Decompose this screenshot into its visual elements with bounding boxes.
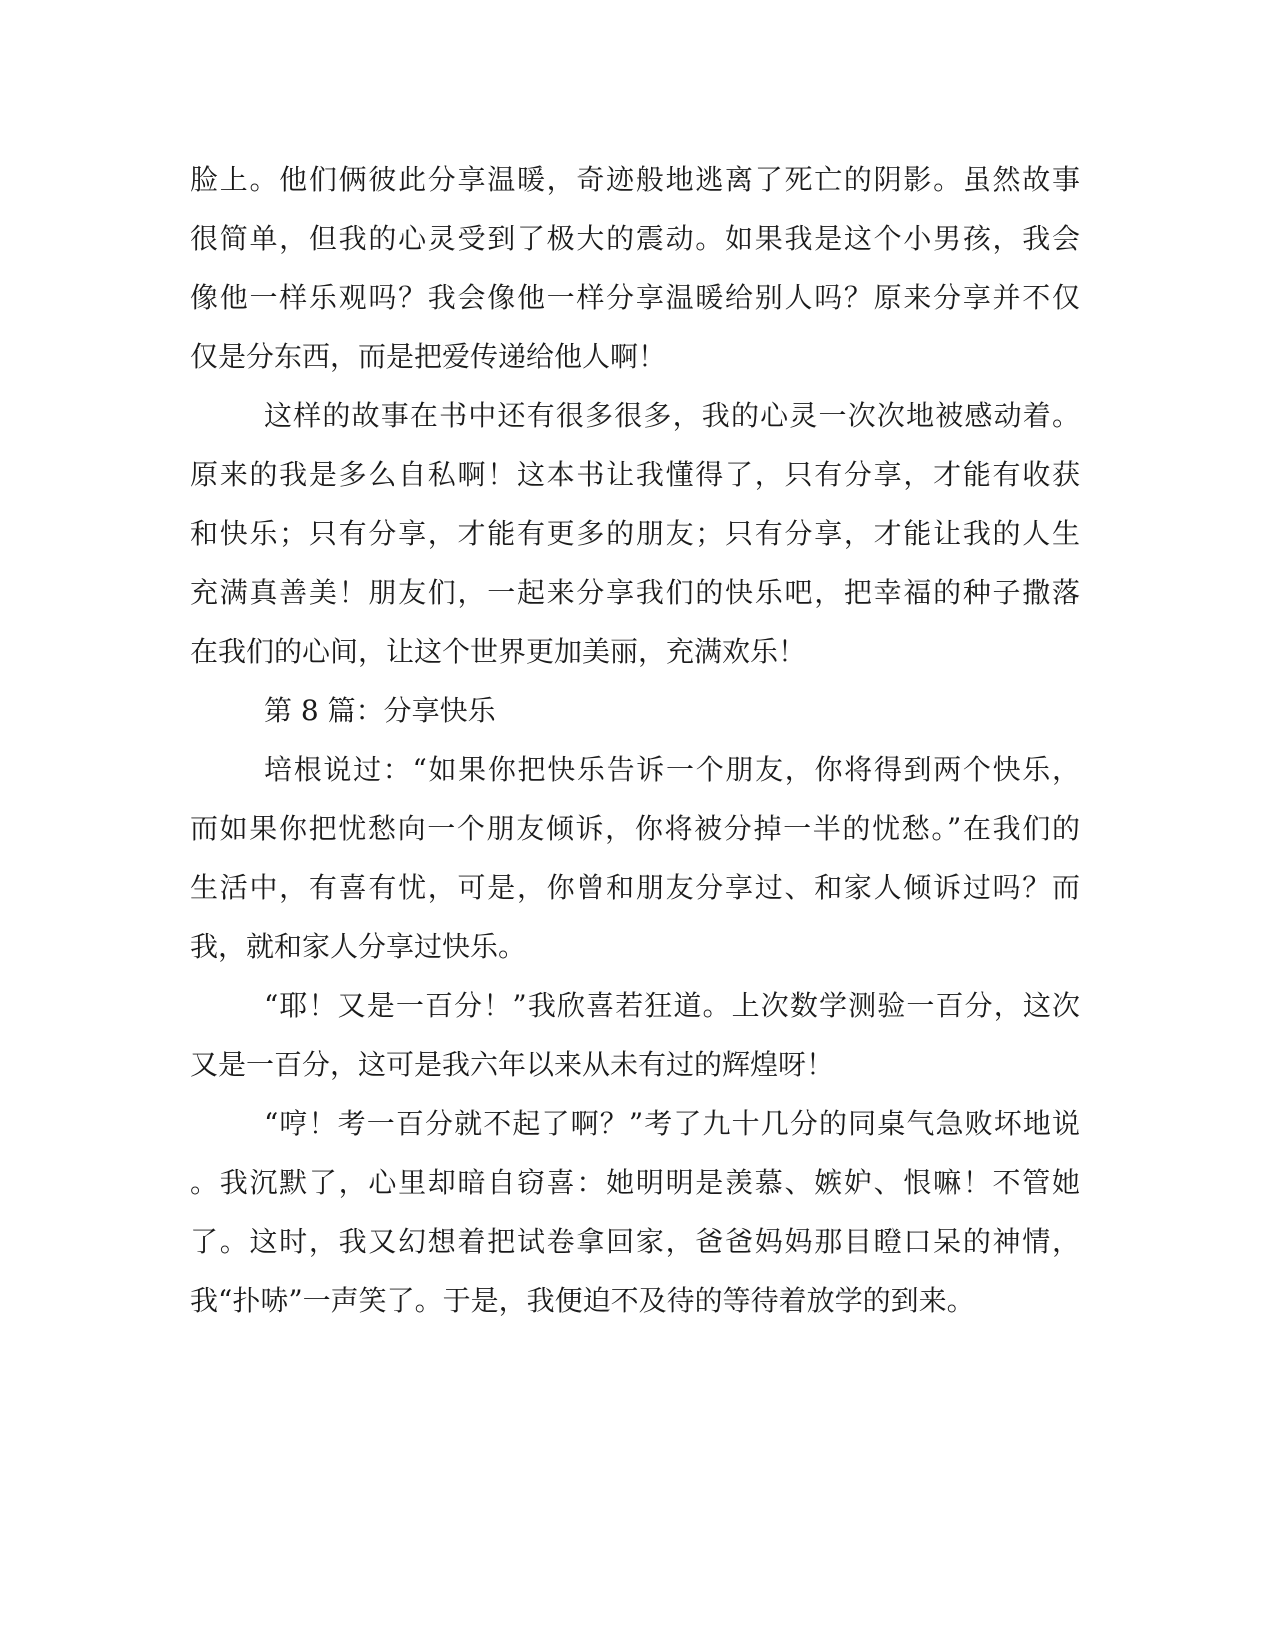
text-line: 了。这时，我又幻想着把试卷拿回家，爸爸妈妈那目瞪口呆的神情，: [190, 1225, 1080, 1258]
text-line: “耶！又是一百分！”我欣喜若狂道。上次数学测验一百分，这次: [264, 989, 1080, 1022]
text-line: 这样的故事在书中还有很多很多，我的心灵一次次地被感动着。: [264, 399, 1080, 432]
text-line: 很简单，但我的心灵受到了极大的震动。如果我是这个小男孩，我会: [190, 222, 1080, 255]
text-line: 我，就和家人分享过快乐。: [190, 930, 527, 963]
text-line: 又是一百分，这可是我六年以来从未有过的辉煌呀！: [190, 1048, 835, 1081]
text-line: 仅是分东西，而是把爱传递给他人啊！: [190, 340, 667, 373]
text-line: “哼！考一百分就不起了啊？”考了九十几分的同桌气急败坏地说: [264, 1107, 1080, 1140]
text-line: 在我们的心间，让这个世界更加美丽，充满欢乐！: [190, 635, 807, 668]
section-heading: 第 8 篇：分享快乐: [264, 694, 496, 727]
text-line: 脸上。他们俩彼此分享温暖，奇迹般地逃离了死亡的阴影。虽然故事: [190, 163, 1080, 196]
text-line: 充满真善美！朋友们，一起来分享我们的快乐吧，把幸福的种子撒落: [190, 576, 1080, 609]
text-line: 培根说过：“如果你把快乐告诉一个朋友，你将得到两个快乐，: [264, 753, 1080, 786]
text-line: 生活中，有喜有忧，可是，你曾和朋友分享过、和家人倾诉过吗？而: [190, 871, 1080, 904]
text-line: 我“扑哧”一声笑了。于是，我便迫不及待的等待着放学的到来。: [190, 1284, 975, 1317]
text-line: 像他一样乐观吗？我会像他一样分享温暖给别人吗？原来分享并不仅: [190, 281, 1080, 314]
text-line: 而如果你把忧愁向一个朋友倾诉，你将被分掉一半的忧愁。”在我们的: [190, 812, 1080, 845]
text-line: 和快乐；只有分享，才能有更多的朋友；只有分享，才能让我的人生: [190, 517, 1080, 550]
text-line: 原来的我是多么自私啊！这本书让我懂得了，只有分享，才能有收获: [190, 458, 1080, 491]
text-line: 。我沉默了，心里却暗自窃喜：她明明是羡慕、嫉妒、恨嘛！不管她: [190, 1166, 1080, 1199]
